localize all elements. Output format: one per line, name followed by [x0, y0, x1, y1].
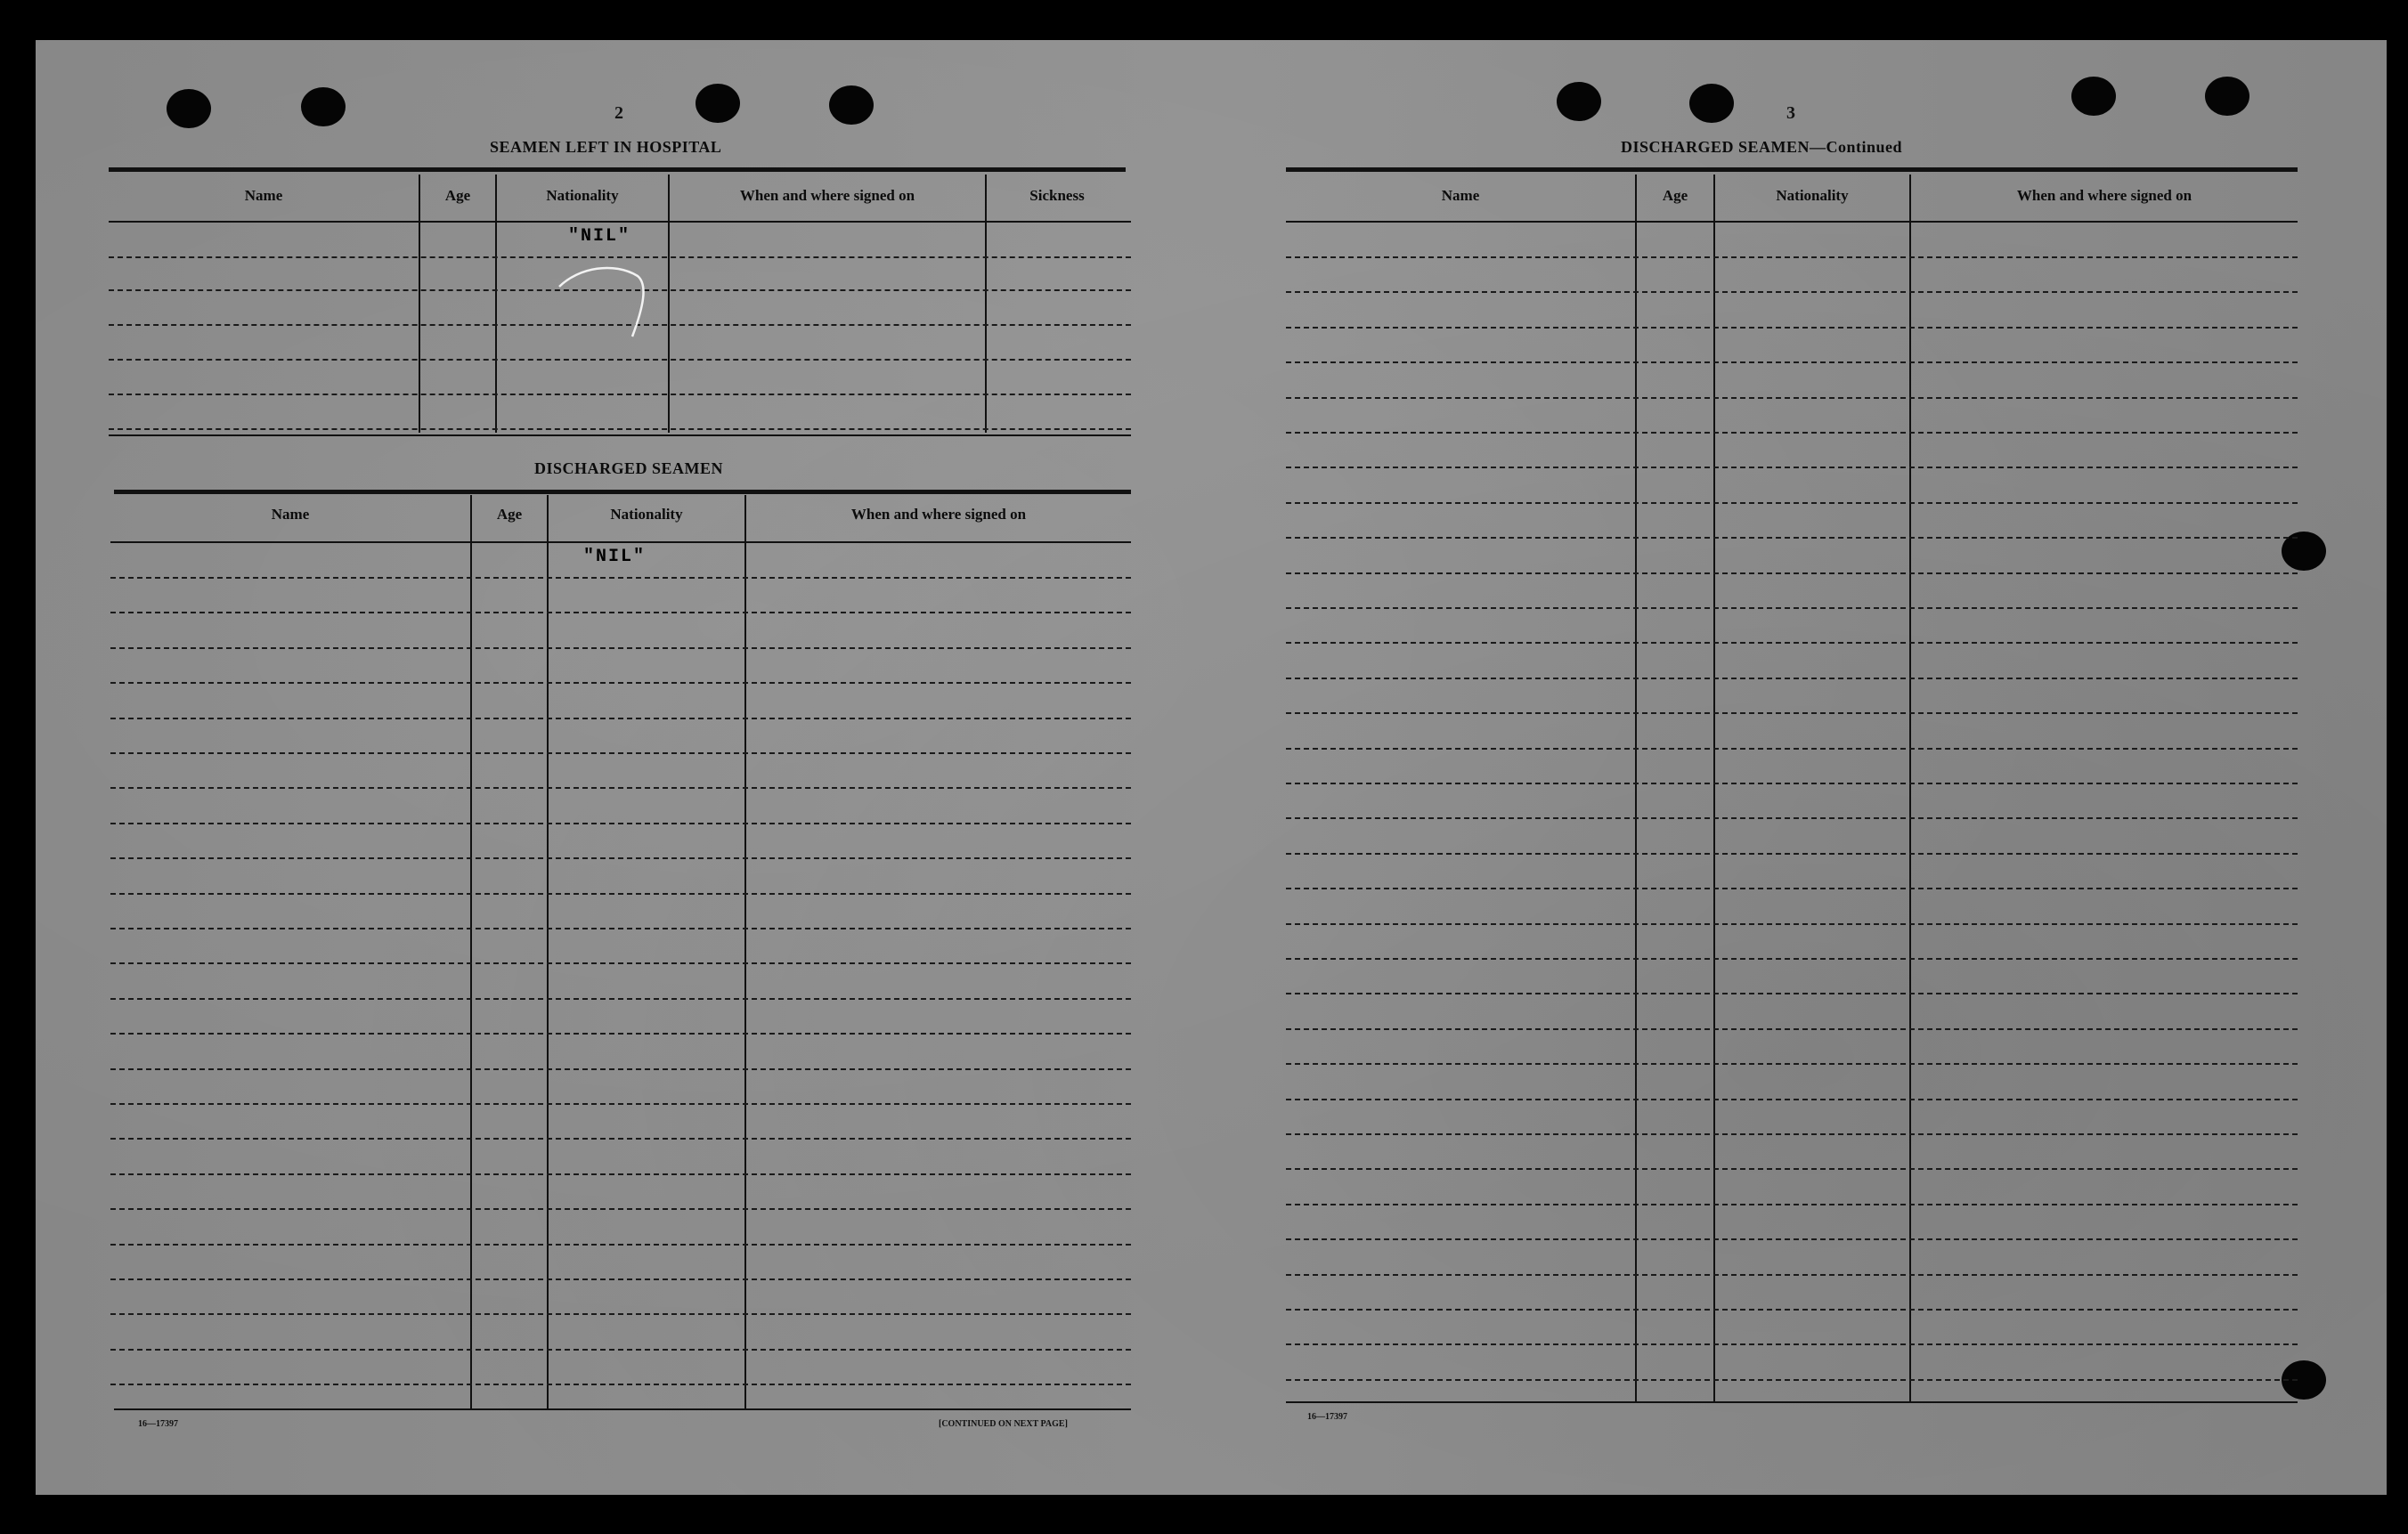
table-row-line [110, 647, 1131, 649]
table-row-line [1286, 1238, 2298, 1240]
right-column-divider [1713, 175, 1715, 1401]
table-row-line [110, 1208, 1131, 1210]
table-row-line [110, 752, 1131, 754]
table-row-line [110, 893, 1131, 895]
hospital-row-line [109, 428, 1131, 430]
punch-hole [2205, 77, 2249, 116]
table-row-line [110, 928, 1131, 929]
table-row-line [1286, 678, 2298, 679]
right-header-signed-on: When and where signed on [2016, 187, 2192, 204]
discharged-header-name: Name [271, 506, 310, 523]
table-row-line [110, 1313, 1131, 1315]
table-row-line [110, 577, 1131, 579]
table-row-line [110, 998, 1131, 1000]
punch-hole [2071, 77, 2116, 116]
punch-hole [829, 85, 874, 125]
table-row-line [1286, 467, 2298, 468]
table-row-line [110, 1244, 1131, 1246]
table-row-line [1286, 256, 2298, 258]
table-row-line [1286, 1309, 2298, 1311]
page-number: 2 [614, 103, 623, 123]
table-row-line [1286, 783, 2298, 784]
hospital-header-nationality: Nationality [546, 187, 619, 204]
table-row-line [110, 823, 1131, 824]
right-header-nationality: Nationality [1776, 187, 1849, 204]
table-row-line [1286, 607, 2298, 609]
table-row-line [110, 1138, 1131, 1140]
table-row-line [1286, 361, 2298, 363]
discharged-header-signed-on: When and where signed on [850, 506, 1027, 523]
hospital-section-title: SEAMEN LEFT IN HOSPITAL [490, 138, 722, 156]
handwritten-check-mark [552, 255, 659, 344]
table-row-line [1286, 888, 2298, 889]
table-row-line [1286, 291, 2298, 293]
table-row-line [1286, 748, 2298, 750]
hospital-header-signed-on: When and where signed on [739, 187, 915, 204]
discharged-header-age: Age [496, 506, 523, 523]
hospital-top-rule [109, 167, 1126, 172]
table-row-line [1286, 432, 2298, 434]
hospital-row-line [109, 394, 1131, 395]
table-row-line [1286, 642, 2298, 644]
table-row-line [1286, 1099, 2298, 1100]
table-row-line [1286, 1204, 2298, 1205]
table-row-line [110, 1384, 1131, 1385]
punch-hole [1689, 84, 1734, 123]
discharged-top-rule [114, 490, 1131, 494]
punch-hole [1557, 82, 1601, 121]
table-row-line [110, 1033, 1131, 1035]
hospital-header-sickness: Sickness [1029, 187, 1085, 204]
table-row-line [1286, 1063, 2298, 1065]
table-row-line [110, 1068, 1131, 1070]
table-row-line [110, 857, 1131, 859]
right-header-age: Age [1662, 187, 1688, 204]
punch-hole [167, 89, 211, 128]
table-row-line [110, 682, 1131, 684]
table-row-line [1286, 502, 2298, 504]
right-header-rule [1286, 221, 2298, 223]
table-row-line [1286, 923, 2298, 925]
table-row-line [110, 1103, 1131, 1105]
table-row-line [1286, 1274, 2298, 1276]
table-row-line [1286, 993, 2298, 994]
table-row-line [1286, 1028, 2298, 1030]
punch-hole [301, 87, 346, 126]
discharged-header-nationality: Nationality [610, 506, 683, 523]
discharged-column-divider [744, 495, 746, 1408]
discharged-column-divider [470, 495, 472, 1408]
table-row-line [1286, 572, 2298, 574]
hospital-header-name: Name [244, 187, 283, 204]
table-row-line [1286, 397, 2298, 399]
discharged-header-rule [110, 541, 1131, 543]
right-column-divider [1635, 175, 1637, 1401]
discharged-bottom-rule [114, 1408, 1131, 1410]
hospital-nil-entry: "NIL" [568, 226, 631, 247]
continued-note: [CONTINUED ON NEXT PAGE] [939, 1419, 1068, 1429]
table-row-line [1286, 1379, 2298, 1381]
table-row-line [1286, 1343, 2298, 1345]
table-row-line [1286, 1133, 2298, 1135]
hospital-header-age: Age [444, 187, 471, 204]
table-row-line [110, 718, 1131, 719]
table-row-line [1286, 327, 2298, 329]
table-row-line [110, 787, 1131, 789]
discharged-column-divider [547, 495, 549, 1408]
document-sheet [36, 40, 2387, 1495]
table-row-line [110, 1349, 1131, 1351]
table-row-line [1286, 958, 2298, 960]
continued-section-title: DISCHARGED SEAMEN—Continued [1621, 138, 1903, 156]
table-row-line [1286, 712, 2298, 714]
hospital-header-rule [109, 221, 1131, 223]
table-row-line [110, 1278, 1131, 1280]
table-row-line [110, 962, 1131, 964]
right-top-rule [1286, 167, 2298, 172]
hospital-bottom-rule [109, 434, 1131, 436]
table-row-line [1286, 537, 2298, 539]
page-number: 3 [1786, 103, 1795, 123]
right-header-name: Name [1441, 187, 1480, 204]
table-row-line [110, 1173, 1131, 1175]
table-row-line [1286, 853, 2298, 855]
discharged-section-title: DISCHARGED SEAMEN [534, 459, 724, 477]
right-bottom-rule [1286, 1401, 2298, 1403]
hospital-row-line [109, 359, 1131, 361]
right-column-divider [1909, 175, 1911, 1401]
table-row-line [1286, 1168, 2298, 1170]
table-row-line [110, 612, 1131, 613]
punch-hole [696, 84, 740, 123]
table-row-line [1286, 817, 2298, 819]
form-number-right: 16—17397 [1307, 1412, 1347, 1422]
form-number-left: 16—17397 [138, 1419, 178, 1429]
discharged-nil-entry: "NIL" [583, 547, 647, 567]
